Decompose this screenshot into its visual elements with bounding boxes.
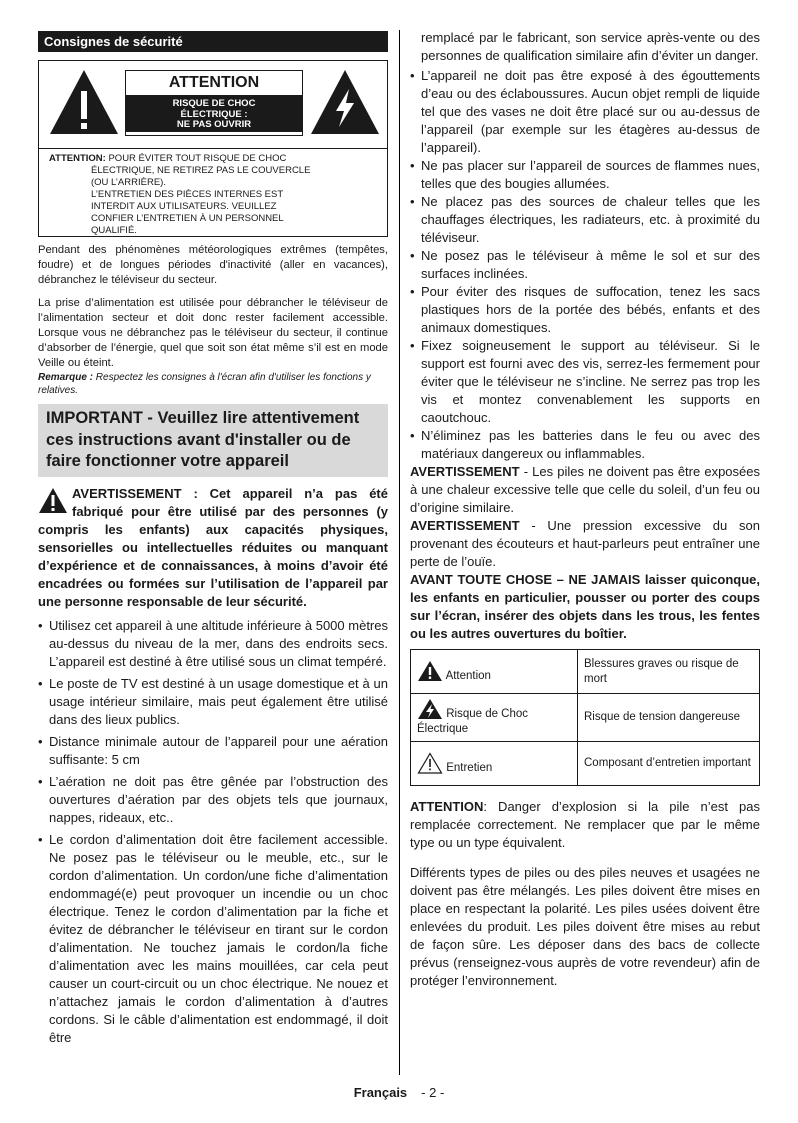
continuation-text: remplacé par le fabricant, son service après-vente ou des personnes de qualification similaire afin d’éviter un danger. (421, 30, 760, 63)
list-item: • Ne pas placer sur l’appareil de sources de flammes nues, telles que des bougies allumées. (410, 157, 760, 193)
power-paragraph: La prise d’alimentation est utilisée pour débrancher le téléviseur de l’alimentation secteur et doit donc rester facilement accessible. Lorsque vous ne débranchez pas le téléviseur du secteur, il continue d’absorber de l’énergie, quel que soit son état même s’il est en mode Veille ou éteint. (38, 297, 388, 369)
right-bullet-list (410, 67, 760, 463)
avant-toute-chose: AVANT TOUTE CHOSE – NE JAMAIS laisser quiconque, les enfants en particulier, pousser ou porter des coups sur l’écran, insérer des objets dans les trous, les fentes ou les autres ouvertures du boîtier. (410, 572, 760, 641)
warning-label-box (38, 60, 388, 237)
list-item: • Le poste de TV est destiné à un usage domestique et à un usage intérieur similaire, mais peut également être utilisé dans des lieux publics. (38, 675, 388, 729)
electric-shock-icon (417, 698, 443, 720)
section-title: Consignes de sécurité (38, 31, 388, 52)
page-footer (0, 1085, 798, 1100)
list-item: • L’aération ne doit pas être gênée par l’obstruction des ouvertures d’aération par des objets tels que journaux, nappes, rideaux, etc.. (38, 773, 388, 827)
list-item: • Pour éviter des risques de suffocation, tenez les sacs plastiques hors de la portée des bébés, enfants et des animaux domestiques. (410, 283, 760, 337)
battery-disposal: Différents types de piles ou des piles neuves et usagées ne doivent pas être mélangés. Les piles doivent être mises en place en respectant la polarité. Les piles usées doivent être enlevées du produit. Les piles doivent être mises au rebut de façon sûre. Les déposer dans des bacs de collecte prévus (renseignez-vous auprès de votre revendeur) afin de protéger l’environnement. (410, 865, 760, 988)
left-bullet-list (38, 617, 388, 1047)
battery-explosion-warning: ATTENTION: Danger d’explosion si la pile n’est pas remplacée correctement. Ne remplacer que par le même type ou un type équivalent. (410, 799, 760, 850)
warning-label-text: ATTENTION: POUR ÉVITER TOUT RISQUE DE CHOC ÉLECTRIQUE, NE RETIREZ PAS LE COUVERCLE (OU L’ARRIÈRE). L’ENTRETIEN DES PIÈCES INTERNES EST INTERDIT AUX UTILISATEURS. VEUILLEZ CONFIER L’ENTRETIEN À UN PERSONNEL QUALIFIÉ. (39, 148, 387, 237)
attention-subtitle: RISQUE DE CHOC ÉLECTRIQUE : NE PAS OUVRIR (126, 96, 302, 132)
list-item: • Le cordon d’alimentation doit être facilement accessible. Ne posez pas le téléviseur ou le meuble, etc., sur le cordon d’alimentation. Un cordon/une fiche d’alimentation endommagé(e) peut provoquer un incendie ou un choc électrique. Tenez le cordon d’alimentation par la fiche et évitez de débrancher le téléviseur en tirant sur le cordon d’alimentation. Ne touchez jamais le cordon/la fiche d’alimentation avec les mains mouillées, car cela peut causer un court-circuit ou un choc électrique. Ne nouez et n’attachez jamais le cordon d’alimentation à d’autres cordons. Si le câble d’alimentation est endommagé, il doit être (38, 831, 388, 1047)
table-row: Entretien Composant d’entretien important (411, 742, 760, 786)
warning-icon (417, 660, 443, 682)
important-banner: IMPORTANT - Veuillez lire attentivement ces instructions avant d'installer ou de faire fonctionner votre appareil (38, 404, 388, 477)
table-row: Attention Blessures graves ou risque de mort (411, 650, 760, 694)
list-item: • Utilisez cet appareil à une altitude inférieure à 5000 mètres au-dessus du niveau de la mer, dans des endroits secs. L’appareil est destiné à être utilisé sous un climat tempéré. (38, 617, 388, 671)
table-row: Risque de Choc Électrique Risque de tension dangereuse (411, 694, 760, 742)
battery-heat-warning: AVERTISSEMENT - Les piles ne doivent pas être exposées à une chaleur excessive telle que celle du soleil, d’un feu ou d’origine similaire. (410, 464, 760, 515)
attention-panel (125, 70, 303, 136)
column-divider (399, 30, 400, 1075)
right-column (410, 29, 760, 990)
weather-paragraph: Pendant des phénomènes météorologiques extrêmes (tempêtes, foudre) et de longues périodes d'inactivité (aller en vacances), débranchez le téléviseur du secteur. (38, 244, 388, 286)
warning-icon (38, 487, 68, 514)
remark: Remarque : Respectez les consignes à l'écran afin d'utiliser les fonctions y relatives. (38, 372, 371, 396)
list-item: • N’éliminez pas les batteries dans le feu ou avec des matériaux dangereux ou inflammables. (410, 427, 760, 463)
page-number: - 2 - (421, 1085, 445, 1100)
list-item: • L’appareil ne doit pas être exposé à des égouttements d’eau ou des éclaboussures. Aucun objet rempli de liquide tel que des vases ne doit être placé sur ou au-dessus de l’appareil (par exemple sur les étagères au-dessus de l’appareil). (410, 67, 760, 157)
left-column (38, 31, 388, 1047)
maintenance-icon (417, 752, 443, 774)
children-warning: AVERTISSEMENT : Cet appareil n’a pas été fabriqué pour être utilisé par des personnes (y compris les enfants) aux capacités physiques, sensorielles ou intellectuelles réduites ou manquant d’expérience et de connaissances, à moins d’avoir été encadrées ou formées sur l’utilisation de l’appareil par une personne responsable de leur sécurité. (38, 485, 388, 609)
list-item: • Fixez soigneusement le support au téléviseur. Si le support est fourni avec des vis, serrez-les fermement pour éviter que le téléviseur ne s’incline. Ne serrez pas trop les vis et montez convenablement les supports en caoutchouc. (410, 337, 760, 427)
sound-pressure-warning: AVERTISSEMENT - Une pression excessive du son provenant des écouteurs et haut-parleurs peut entraîner une perte de l’ouïe. (410, 518, 760, 569)
footer-language: Français (353, 1085, 408, 1100)
list-item: • Distance minimale autour de l’appareil pour une aération suffisante: 5 cm (38, 733, 388, 769)
lightning-triangle-icon (308, 67, 382, 137)
exclamation-triangle-icon (47, 67, 121, 137)
attention-title: ATTENTION (126, 71, 302, 96)
list-item: • Ne posez pas le téléviseur à même le sol et sur des surfaces inclinées. (410, 247, 760, 283)
symbol-table (410, 649, 760, 786)
list-item: • Ne placez pas des sources de chaleur telles que les chauffages électriques, les radiateurs, etc. à proximité du téléviseur. (410, 193, 760, 247)
